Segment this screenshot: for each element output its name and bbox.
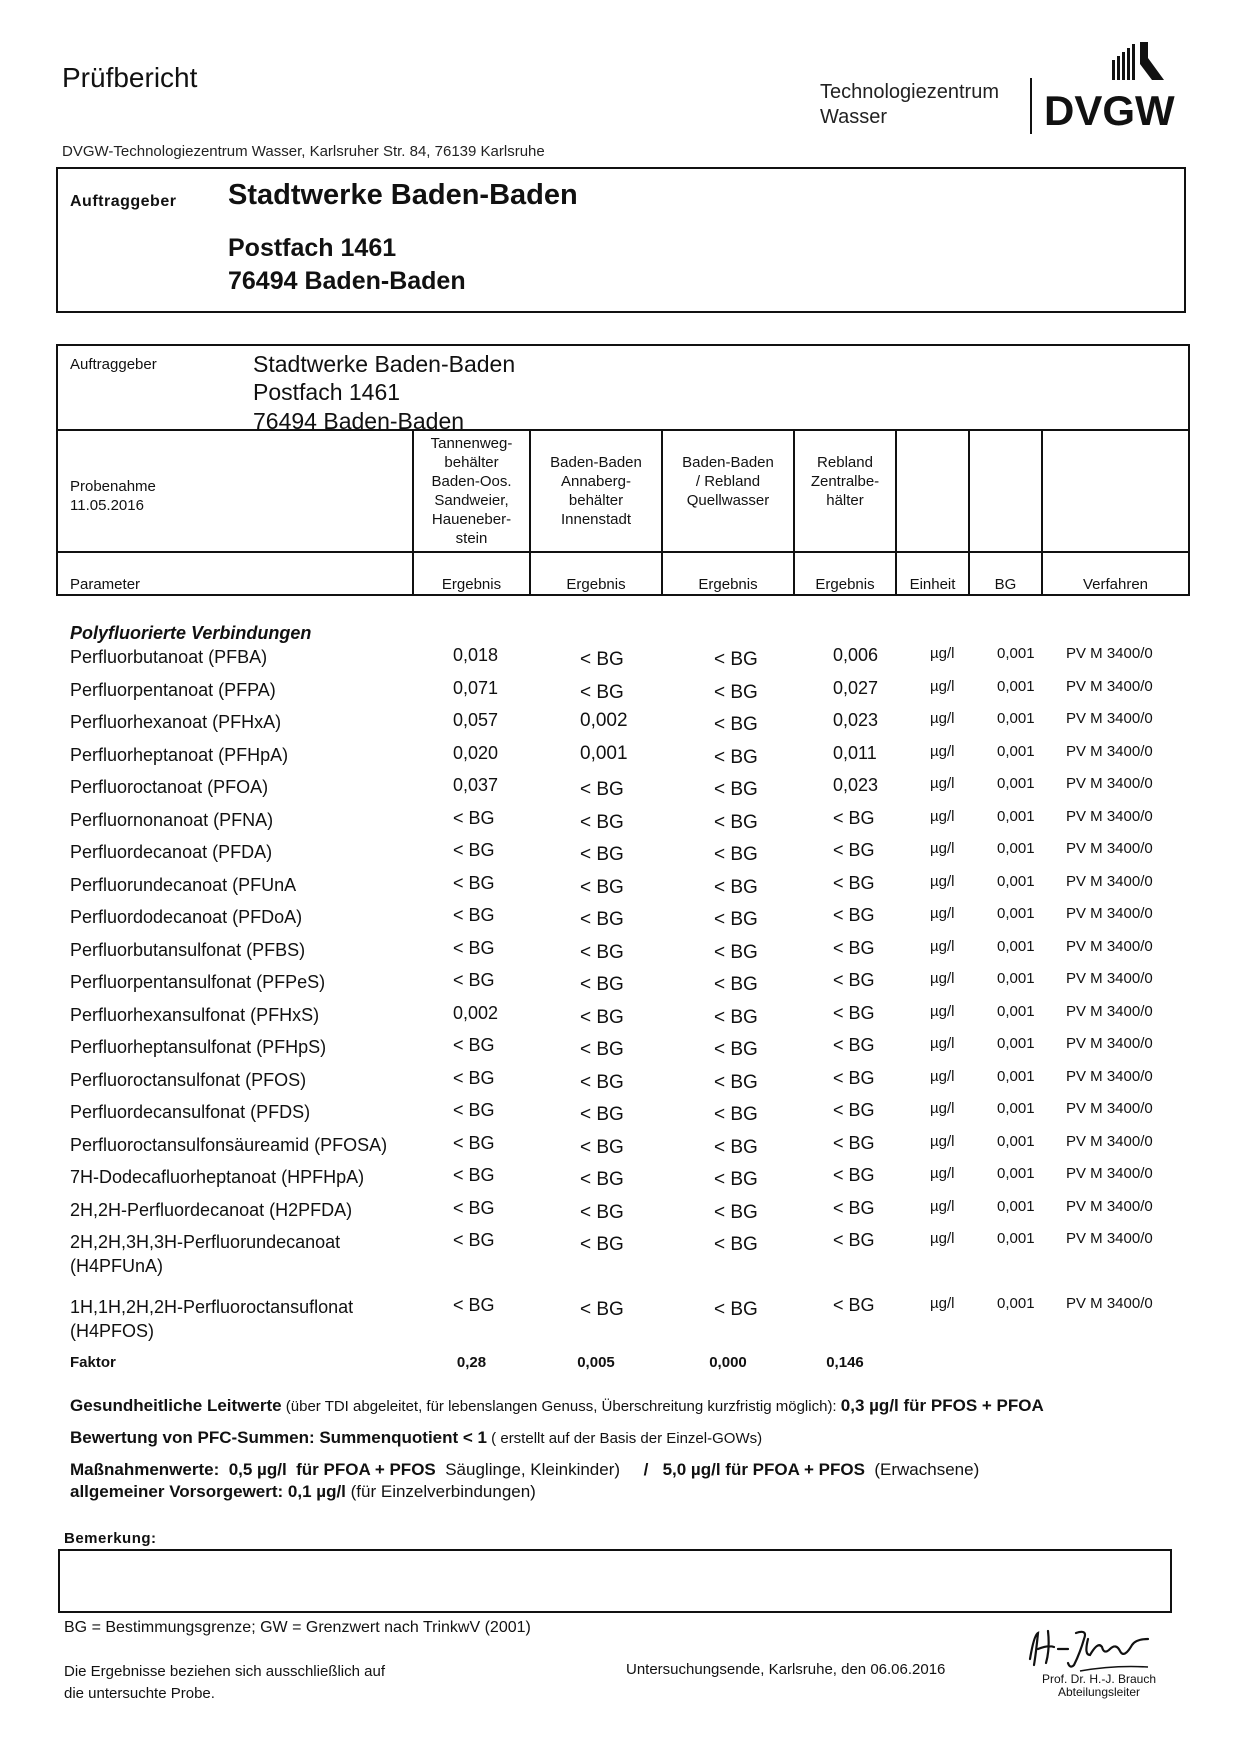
note-bewertung-text: ( erstellt auf der Basis der Einzel-GOWs) — [487, 1430, 763, 1447]
bg-column-header: BG — [994, 576, 1017, 593]
result-value: < BG — [833, 872, 875, 893]
method-value: PV M 3400/0 — [1066, 677, 1153, 695]
method-value: PV M 3400/0 — [1066, 1295, 1153, 1312]
sample-column-header: Rebland Zentralbe- hälter — [810, 454, 880, 509]
result-value: < BG — [580, 909, 624, 930]
result-value: < BG — [453, 1035, 495, 1055]
result-value: < BG — [714, 1234, 758, 1255]
result-value: < BG — [580, 1071, 624, 1093]
result-value: < BG — [714, 844, 758, 865]
result-value: < BG — [714, 681, 758, 703]
method-value: PV M 3400/0 — [1066, 1132, 1153, 1150]
bg-value: 0,001 — [997, 1002, 1035, 1020]
method-value: PV M 3400/0 — [1066, 872, 1153, 890]
result-value: < BG — [580, 1299, 624, 1320]
remark-label: Bemerkung: — [64, 1530, 157, 1547]
result-value: < BG — [833, 970, 875, 990]
org-name-line1: Technologiezentrum — [820, 81, 999, 103]
result-value: < BG — [453, 1100, 495, 1120]
unit-value: µg/l — [930, 1035, 955, 1052]
sample-column-header: Baden-Baden / Rebland Quellwasser — [682, 454, 774, 509]
result-value: < BG — [714, 811, 758, 833]
parameter-name: Perfluoroctanoat (PFOA) — [70, 777, 269, 797]
result-value: < BG — [580, 1169, 624, 1190]
note-massnahmen-text1: Säuglinge, Kleinkinder) — [435, 1460, 644, 1479]
note-bewertung — [70, 1428, 762, 1448]
sample-column-header: Baden-Baden Annaberg- behälter Innenstadt — [550, 454, 642, 528]
result-value: < BG — [833, 1132, 875, 1153]
table-client-city: 76494 Baden-Baden — [253, 408, 465, 434]
result-value: 0,002 — [453, 1002, 499, 1023]
result-value: < BG — [580, 649, 624, 670]
sample-column-header: Tannenweg- behälter Baden-Oos. Sandweier, Haueneber- stein — [430, 435, 513, 547]
method-value: PV M 3400/0 — [1066, 807, 1153, 825]
table-client-name: Stadtwerke Baden-Baden — [253, 351, 516, 377]
result-value: < BG — [833, 807, 875, 828]
result-column-header: Ergebnis — [566, 576, 626, 593]
result-value: < BG — [714, 1299, 758, 1320]
method-value: PV M 3400/0 — [1066, 1165, 1153, 1182]
faktor-value: 0,000 — [709, 1354, 747, 1371]
parameter-name: Perfluordodecanoat (PFDoA) — [70, 907, 303, 927]
bg-value: 0,001 — [997, 905, 1035, 922]
result-value: < BG — [714, 941, 758, 963]
unit-value: µg/l — [930, 1230, 955, 1247]
note-massnahmen-text2: (Erwachsene) — [864, 1460, 980, 1479]
result-value: < BG — [833, 1067, 875, 1088]
bg-value: 0,001 — [997, 1100, 1035, 1117]
result-value: < BG — [714, 876, 758, 898]
parameter-name: Perfluordecanoat (PFDA) — [70, 842, 273, 862]
result-value: < BG — [833, 1035, 875, 1055]
result-value: 0,023 — [833, 710, 879, 730]
method-value: PV M 3400/0 — [1066, 1197, 1153, 1215]
parameter-name: Perfluorbutansulfonat (PFBS) — [70, 939, 306, 960]
method-value: PV M 3400/0 — [1066, 742, 1153, 760]
result-column-header: Ergebnis — [698, 576, 758, 593]
page-title: Prüfbericht — [62, 62, 198, 93]
result-value: < BG — [833, 1002, 875, 1023]
result-value: < BG — [580, 1104, 624, 1125]
bg-value: 0,001 — [997, 1197, 1035, 1215]
result-value: < BG — [833, 937, 875, 958]
result-value: < BG — [833, 1295, 875, 1315]
method-value: PV M 3400/0 — [1066, 1035, 1153, 1052]
unit-value: µg/l — [930, 1295, 955, 1312]
result-value: < BG — [453, 1067, 495, 1088]
result-value: < BG — [453, 1132, 495, 1153]
unit-value: µg/l — [930, 807, 955, 825]
result-value: < BG — [580, 1006, 624, 1028]
sampling-date: 11.05.2016 — [70, 497, 144, 514]
method-value: PV M 3400/0 — [1066, 840, 1153, 857]
unit-value: µg/l — [930, 840, 955, 857]
client-box-label: Auftraggeber — [70, 193, 177, 210]
bg-value: 0,001 — [997, 937, 1035, 955]
result-value: 0,027 — [833, 677, 879, 698]
result-value: < BG — [580, 844, 624, 865]
parameter-column-header: Parameter — [70, 576, 141, 593]
result-value: < BG — [580, 1039, 624, 1060]
unit-value: µg/l — [930, 1067, 955, 1085]
legend-text: BG = Bestimmungsgrenze; GW = Grenzwert nach TrinkwV (2001) — [64, 1619, 531, 1636]
bg-value: 0,001 — [997, 1035, 1035, 1052]
client-box-city: 76494 Baden-Baden — [228, 267, 466, 295]
unit-value: µg/l — [930, 645, 955, 662]
disclaimer — [64, 1661, 385, 1705]
signer-role: Abteilungsleiter — [1057, 1685, 1141, 1699]
section-title: Polyfluorierte Verbindungen — [70, 623, 312, 643]
table-client-label: Auftraggeber — [70, 356, 157, 373]
logo-text: DVGW — [1044, 87, 1175, 130]
faktor-label: Faktor — [70, 1354, 116, 1371]
note-vorsorgewert-label: allgemeiner Vorsorgewert: 0,1 µg/l — [70, 1482, 346, 1501]
result-value: < BG — [833, 1100, 875, 1120]
method-value: PV M 3400/0 — [1066, 1230, 1153, 1247]
result-value: < BG — [714, 1006, 758, 1028]
method-value: PV M 3400/0 — [1066, 710, 1153, 727]
note-leitwerte-text: (über TDI abgeleitet, für lebenslangen Genuss, Überschreitung kurzfristig möglich): — [281, 1398, 841, 1415]
bg-value: 0,001 — [997, 1230, 1035, 1247]
sampling-info — [70, 477, 156, 515]
remark-box — [58, 1549, 1172, 1613]
result-value: 0,057 — [453, 710, 499, 730]
bg-value: 0,001 — [997, 1165, 1035, 1182]
faktor-value: 0,28 — [456, 1354, 487, 1371]
bg-value: 0,001 — [997, 775, 1035, 792]
method-column-header: Verfahren — [1082, 576, 1149, 593]
method-value: PV M 3400/0 — [1066, 1002, 1153, 1020]
signature-icon — [1024, 1625, 1174, 1675]
result-value: < BG — [453, 905, 495, 925]
parameter-name: Perfluoroctansulfonsäureamid (PFOSA) — [70, 1134, 388, 1155]
signer-name: Prof. Dr. H.-J. Brauch — [1041, 1672, 1157, 1686]
parameter-name: Perfluorpentansulfonat (PFPeS) — [70, 972, 326, 992]
unit-value: µg/l — [930, 1132, 955, 1150]
bg-value: 0,001 — [997, 1132, 1035, 1150]
result-value: 0,023 — [833, 775, 879, 795]
parameter-name: Perfluordecansulfonat (PFDS) — [70, 1102, 311, 1122]
result-value: < BG — [833, 840, 875, 860]
method-value: PV M 3400/0 — [1066, 970, 1153, 987]
result-value: < BG — [453, 807, 495, 828]
parameter-name: Perfluorpentanoat (PFPA) — [70, 679, 276, 700]
bg-value: 0,001 — [997, 970, 1035, 987]
result-value: < BG — [580, 1136, 624, 1158]
result-value: < BG — [453, 970, 495, 990]
method-value: PV M 3400/0 — [1066, 937, 1153, 955]
result-value: < BG — [714, 714, 758, 735]
note-vorsorgewert — [70, 1482, 536, 1502]
unit-value: µg/l — [930, 872, 955, 890]
unit-value: µg/l — [930, 677, 955, 695]
unit-value: µg/l — [930, 1100, 955, 1117]
parameter-name: Perfluorhexansulfonat (PFHxS) — [70, 1004, 320, 1025]
unit-value: µg/l — [930, 970, 955, 987]
result-value: < BG — [714, 1104, 758, 1125]
result-value: < BG — [714, 1071, 758, 1093]
parameter-name: Perfluorbutanoat (PFBA) — [70, 647, 268, 667]
result-value: < BG — [453, 1230, 495, 1250]
bg-value: 0,001 — [997, 872, 1035, 890]
unit-value: µg/l — [930, 937, 955, 955]
parameter-name: Perfluorundecanoat (PFUnA — [70, 874, 297, 895]
result-value: < BG — [453, 1295, 495, 1315]
result-value: < BG — [833, 1230, 875, 1250]
logo-divider — [1030, 78, 1032, 134]
client-box-street: Postfach 1461 — [228, 234, 397, 262]
parameter-name: 7H-Dodecafluorheptanoat (HPFHpA) — [70, 1167, 365, 1187]
bg-value: 0,001 — [997, 1067, 1035, 1085]
dvgw-logo-bars-icon — [1112, 42, 1164, 80]
unit-value: µg/l — [930, 742, 955, 760]
result-value: 0,011 — [833, 742, 877, 763]
bg-value: 0,001 — [997, 645, 1035, 662]
table-header-divider — [56, 429, 1190, 431]
result-value: < BG — [580, 941, 624, 963]
result-value: < BG — [580, 779, 624, 800]
result-value: < BG — [453, 840, 495, 860]
table-column-divider — [968, 429, 970, 596]
unit-value: µg/l — [930, 1197, 955, 1215]
result-value: < BG — [580, 1201, 624, 1223]
result-value: < BG — [580, 876, 624, 898]
method-value: PV M 3400/0 — [1066, 1100, 1153, 1117]
parameter-name: Perfluorheptanoat (PFHpA) — [70, 744, 289, 765]
note-bewertung-label: Bewertung von PFC-Summen: Summenquotient < 1 — [70, 1428, 488, 1447]
note-leitwerte-label: Gesundheitliche Leitwerte — [70, 1396, 282, 1415]
unit-value: µg/l — [930, 710, 955, 727]
client-box-name: Stadtwerke Baden-Baden — [228, 179, 578, 211]
bg-value: 0,001 — [997, 1295, 1035, 1312]
result-value: < BG — [714, 779, 758, 800]
result-column-header: Ergebnis — [815, 576, 875, 593]
bg-value: 0,001 — [997, 710, 1035, 727]
parameter-name: Perfluoroctansulfonat (PFOS) — [70, 1069, 307, 1090]
completion-date: Untersuchungsende, Karlsruhe, den 06.06.2016 — [626, 1661, 946, 1678]
method-value: PV M 3400/0 — [1066, 645, 1153, 662]
table-header-divider — [56, 551, 1190, 553]
result-value: < BG — [453, 1165, 495, 1185]
signer — [1030, 1673, 1168, 1699]
table-column-divider — [1041, 429, 1043, 596]
bg-value: 0,001 — [997, 807, 1035, 825]
note-massnahmen-separator: / — [643, 1460, 649, 1479]
result-value: 0,020 — [453, 742, 499, 763]
sender-address: DVGW-Technologiezentrum Wasser, Karlsruher Str. 84, 76139 Karlsruhe — [62, 143, 545, 160]
note-vorsorgewert-text: (für Einzelverbindungen) — [345, 1482, 536, 1501]
note-massnahmen-value2: 5,0 µg/l für PFOA + PFOS — [648, 1460, 865, 1479]
result-value: 0,006 — [833, 645, 879, 665]
result-value: < BG — [580, 811, 624, 833]
unit-value: µg/l — [930, 905, 955, 922]
parameter-name: Perfluorheptansulfonat (PFHpS) — [70, 1037, 327, 1057]
result-value: < BG — [453, 1197, 495, 1218]
result-value: < BG — [833, 1165, 875, 1185]
sampling-label: Probenahme — [70, 478, 156, 495]
result-value: 0,001 — [580, 742, 628, 764]
result-value: < BG — [714, 1039, 758, 1060]
result-value: 0,018 — [453, 645, 499, 665]
note-massnahmen-value1: Maßnahmenwerte: 0,5 µg/l für PFOA + PFOS — [70, 1460, 436, 1479]
bg-value: 0,001 — [997, 742, 1035, 760]
disclaimer-line: die untersuchte Probe. — [64, 1685, 215, 1702]
bg-value: 0,001 — [997, 677, 1035, 695]
bg-value: 0,001 — [997, 840, 1035, 857]
result-value: < BG — [833, 905, 875, 925]
result-value: < BG — [714, 974, 758, 995]
result-value: < BG — [714, 746, 758, 768]
org-name-line2: Wasser — [820, 106, 888, 128]
table-client-street: Postfach 1461 — [253, 379, 401, 405]
org-name — [820, 80, 999, 130]
method-value: PV M 3400/0 — [1066, 775, 1153, 792]
client-box — [56, 167, 1186, 313]
result-value: 0,071 — [453, 677, 499, 698]
table-column-divider — [895, 429, 897, 596]
parameter-name: 2H,2H-Perfluordecanoat (H2PFDA) — [70, 1199, 353, 1220]
result-value: < BG — [833, 1197, 875, 1218]
note-leitwerte-value: 0,3 µg/l für PFOS + PFOA — [840, 1396, 1044, 1415]
result-value: < BG — [714, 1136, 758, 1158]
result-value: < BG — [714, 1169, 758, 1190]
result-value: < BG — [580, 974, 624, 995]
unit-value: µg/l — [930, 1002, 955, 1020]
note-massnahmen — [70, 1460, 979, 1480]
result-value: < BG — [714, 1201, 758, 1223]
parameter-name: Perfluornonanoat (PFNA) — [70, 809, 274, 830]
result-value: < BG — [714, 909, 758, 930]
faktor-value: 0,146 — [826, 1354, 864, 1371]
parameter-name: 1H,1H,2H,2H-Perfluoroctansuflonat (H4PFOS) — [70, 1297, 354, 1341]
result-value: < BG — [453, 937, 495, 958]
result-value: 0,002 — [580, 710, 628, 731]
faktor-value: 0,005 — [577, 1354, 615, 1371]
method-value: PV M 3400/0 — [1066, 905, 1153, 922]
result-value: 0,037 — [453, 775, 499, 795]
unit-value: µg/l — [930, 775, 955, 792]
unit-value: µg/l — [930, 1165, 955, 1182]
disclaimer-line: Die Ergebnisse beziehen sich ausschließlich auf — [64, 1663, 386, 1680]
note-leitwerte — [70, 1396, 1044, 1416]
method-value: PV M 3400/0 — [1066, 1067, 1153, 1085]
result-value: < BG — [714, 649, 758, 670]
result-value: < BG — [580, 1234, 624, 1255]
result-value: < BG — [453, 872, 495, 893]
result-value: < BG — [580, 681, 624, 703]
unit-column-header: Einheit — [909, 576, 956, 593]
parameter-name: Perfluorhexanoat (PFHxA) — [70, 712, 282, 732]
parameter-name: 2H,2H,3H,3H-Perfluorundecanoat (H4PFUnA) — [70, 1232, 341, 1276]
result-column-header: Ergebnis — [441, 576, 502, 593]
dvgw-logo — [1040, 40, 1190, 130]
